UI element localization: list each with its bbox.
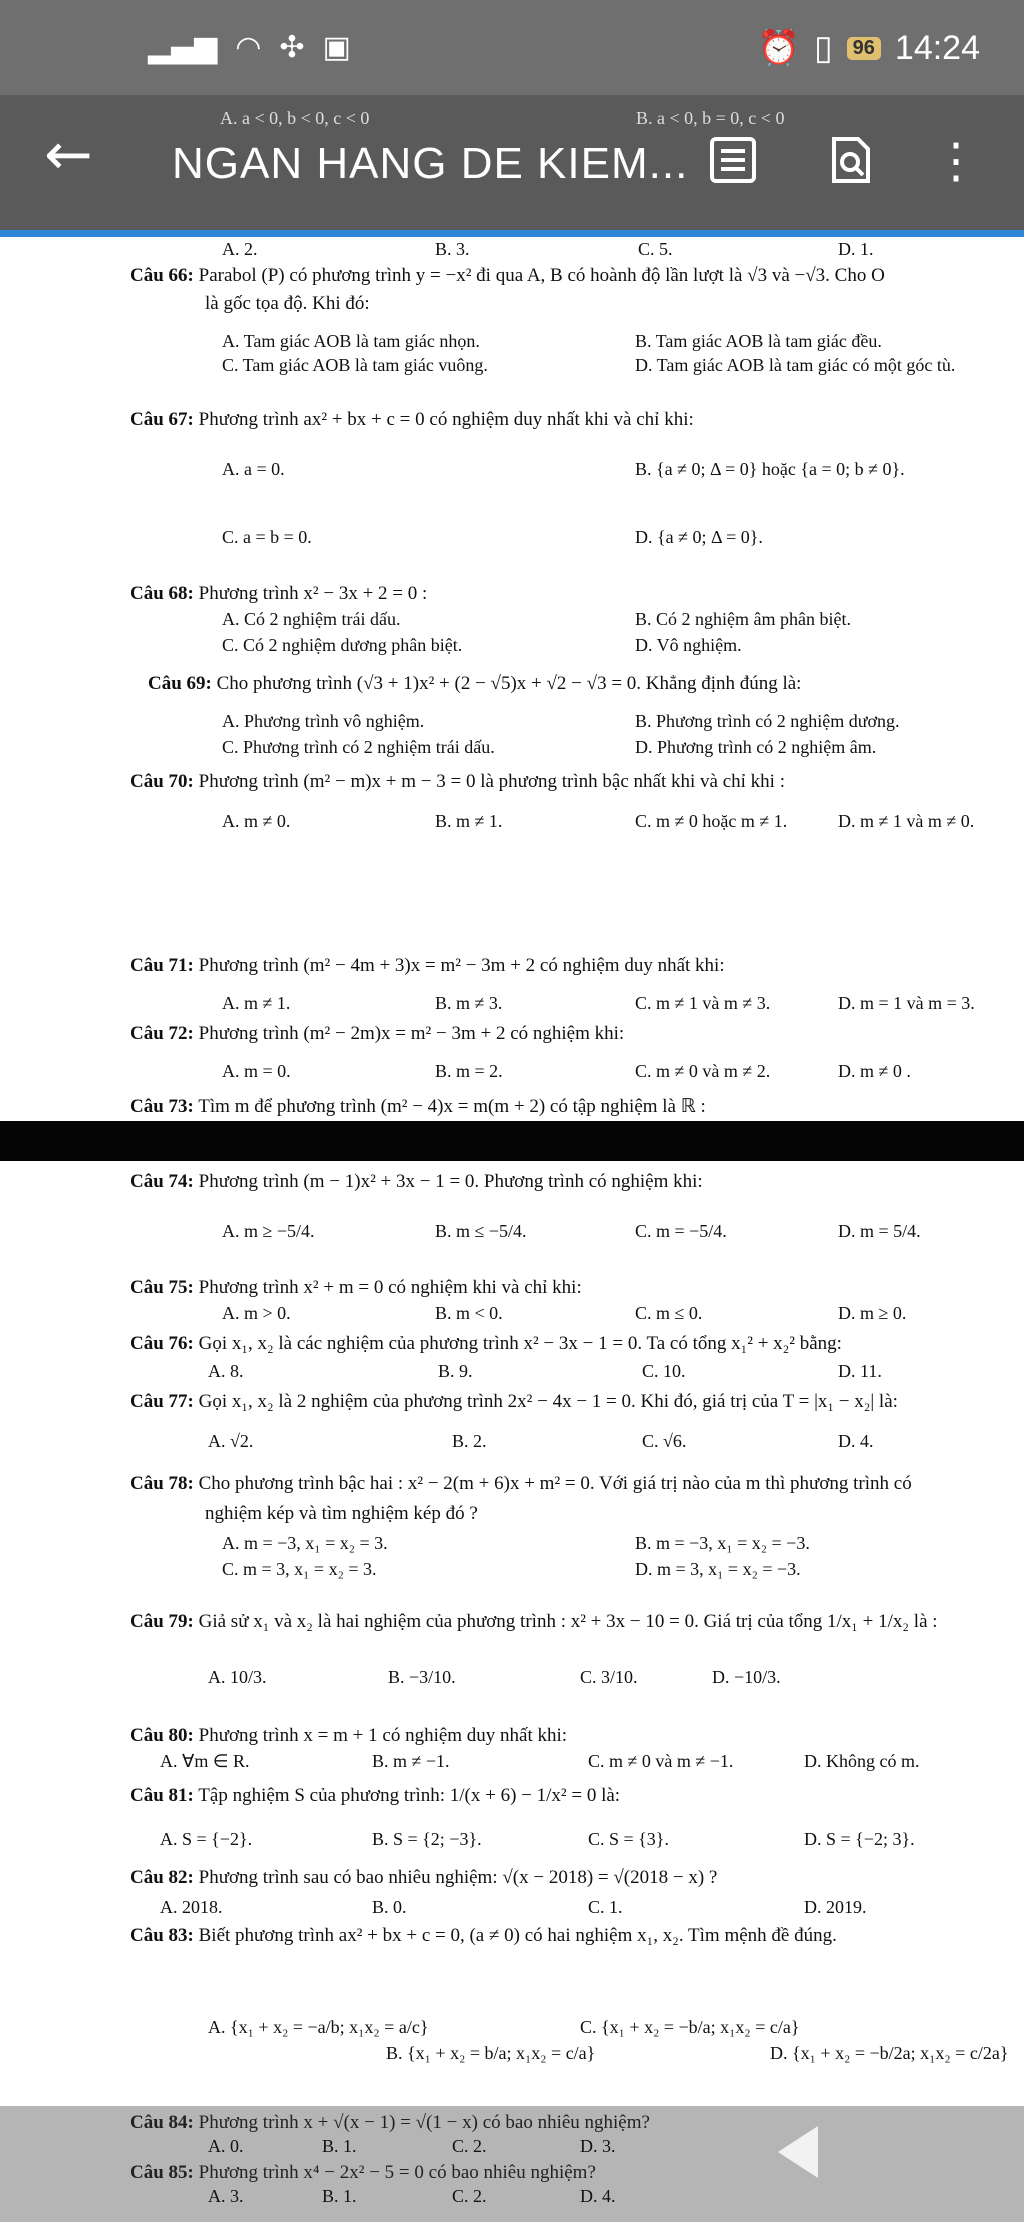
q76-option-c: C. 10. [642, 1361, 686, 1381]
q65-option-c: C. 5. [638, 239, 673, 259]
q69-option-a: A. Phương trình vô nghiệm. [222, 711, 425, 731]
q82-option-b: B. 0. [372, 1897, 407, 1917]
signal-icon: ▂▄▆ [148, 30, 218, 65]
q69-option-c: C. Phương trình có 2 nghiệm trái dấu. [222, 737, 495, 757]
q76-option-d: D. 11. [838, 1361, 882, 1381]
q71-option-c: C. m ≠ 1 và m ≠ 3. [635, 993, 771, 1013]
q70-option-b: B. m ≠ 1. [435, 811, 503, 831]
question-70: Câu 70: Phương trình (m² − m)x + m − 3 = 0 là phương trình bậc nhất khi và chỉ khi : [130, 771, 785, 792]
q68-option-a: A. Có 2 nghiệm trái dấu. [222, 609, 401, 629]
question-72: Câu 72: Phương trình (m² − 2m)x = m² − 3m + 2 có nghiệm khi: [130, 1023, 625, 1044]
q77-option-c: C. √6. [642, 1431, 687, 1451]
question-83: Câu 83: Biết phương trình ax² + bx + c = 0, (a ≠ 0) có hai nghiệm x₁, x₂. Tìm mệnh đề đúng. [130, 1925, 837, 1946]
q72-option-c: C. m ≠ 0 và m ≠ 2. [635, 1061, 771, 1081]
q66-option-d: D. Tam giác AOB là tam giác có một góc tù. [635, 355, 956, 375]
q72-option-b: B. m = 2. [435, 1061, 503, 1081]
q83-option-a: A. {x₁ + x₂ = −a/b; x₁x₂ = a/c} [208, 2017, 429, 2037]
q80-option-c: C. m ≠ 0 và m ≠ −1. [588, 1751, 734, 1771]
q75-option-d: D. m ≥ 0. [838, 1303, 907, 1323]
question-76: Câu 76: Gọi x₁, x₂ là các nghiệm của phương trình x² − 3x − 1 = 0. Ta có tổng x₁² + x₂² bằng: [130, 1333, 842, 1354]
wifi-icon: ◠ [235, 30, 262, 65]
fragment-option-left: A. a < 0, b < 0, c < 0 [220, 108, 370, 128]
q69-option-d: D. Phương trình có 2 nghiệm âm. [635, 737, 877, 757]
question-85: Câu 85: Phương trình x⁴ − 2x² − 5 = 0 có bao nhiêu nghiệm? [130, 2162, 596, 2183]
more-options-icon[interactable]: ⋮ [932, 133, 980, 189]
navigation-bar [0, 2106, 1024, 2222]
q84-option-d: D. 3. [580, 2136, 616, 2156]
q78-option-c: C. m = 3, x₁ = x₂ = 3. [222, 1559, 377, 1579]
q74-option-a: A. m ≥ −5/4. [222, 1221, 315, 1241]
q66-option-b: B. Tam giác AOB là tam giác đều. [635, 331, 882, 351]
q68-option-c: C. Có 2 nghiệm dương phân biệt. [222, 635, 463, 655]
back-arrow-icon[interactable]: ← [44, 120, 93, 188]
q66-option-a: A. Tam giác AOB là tam giác nhọn. [222, 331, 480, 351]
q78-option-a: A. m = −3, x₁ = x₂ = 3. [222, 1533, 388, 1553]
q71-option-d: D. m = 1 và m = 3. [838, 993, 975, 1013]
q84-option-c: C. 2. [452, 2136, 487, 2156]
q80-option-a: A. ∀m ∈ R. [160, 1751, 250, 1771]
q74-option-d: D. m = 5/4. [838, 1221, 921, 1241]
q82-option-c: C. 1. [588, 1897, 623, 1917]
q77-option-b: B. 2. [452, 1431, 487, 1451]
q83-option-b: B. {x₁ + x₂ = b/a; x₁x₂ = c/a} [386, 2043, 596, 2063]
q69-option-b: B. Phương trình có 2 nghiệm dương. [635, 711, 900, 731]
q77-option-d: D. 4. [838, 1431, 874, 1451]
q72-option-a: A. m = 0. [222, 1061, 291, 1081]
q83-option-d: D. {x₁ + x₂ = −b/2a; x₁x₂ = c/2a} [770, 2043, 1009, 2063]
q70-option-d: D. m ≠ 1 và m ≠ 0. [838, 811, 975, 831]
fan-icon: ✣ [279, 30, 305, 65]
page-break [0, 1121, 1024, 1161]
question-73: Câu 73: Tìm m để phương trình (m² − 4)x = m(m + 2) có tập nghiệm là ℝ : [130, 1096, 706, 1117]
q67-option-b: B. {a ≠ 0; Δ = 0} hoặc {a = 0; b ≠ 0}. [635, 459, 905, 479]
q84-option-b: B. 1. [322, 2136, 357, 2156]
question-75: Câu 75: Phương trình x² + m = 0 có nghiệm khi và chỉ khi: [130, 1277, 582, 1298]
progress-line [0, 230, 1024, 237]
question-66: Câu 66: Parabol (P) có phương trình y = −x² đi qua A, B có hoành độ lần lượt là √3 và −√3. Cho O [130, 265, 885, 286]
q85-option-a: A. 3. [208, 2186, 244, 2206]
document-view[interactable] [0, 237, 1024, 2106]
question-79: Câu 79: Giả sử x₁ và x₂ là hai nghiệm của phương trình : x² + 3x − 10 = 0. Giá trị của tổng 1/x₁ + 1/x₂ là : [130, 1611, 938, 1632]
status-bar [0, 0, 1024, 95]
question-74: Câu 74: Phương trình (m − 1)x² + 3x − 1 = 0. Phương trình có nghiệm khi: [130, 1171, 703, 1192]
q85-option-c: C. 2. [452, 2186, 487, 2206]
q81-option-b: B. S = {2; −3}. [372, 1829, 482, 1849]
q75-option-a: A. m > 0. [222, 1303, 291, 1323]
document-title: NGAN HANG DE KIEM... [172, 139, 689, 188]
q65-option-a: A. 2. [222, 239, 258, 259]
question-77: Câu 77: Gọi x₁, x₂ là 2 nghiệm của phương trình 2x² − 4x − 1 = 0. Khi đó, giá trị của T = |x₁ − x₂| là: [130, 1391, 898, 1412]
battery-level: 96 [847, 37, 881, 60]
q85-option-b: B. 1. [322, 2186, 357, 2206]
question-84: Câu 84: Phương trình x + √(x − 1) = √(1 − x) có bao nhiêu nghiệm? [130, 2112, 650, 2133]
question-78-cont: nghiệm kép và tìm nghiệm kép đó ? [205, 1503, 478, 1524]
q80-option-d: D. Không có m. [804, 1751, 920, 1771]
q80-option-b: B. m ≠ −1. [372, 1751, 450, 1771]
outline-icon[interactable] [708, 135, 758, 185]
question-67: Câu 67: Phương trình ax² + bx + c = 0 có nghiệm duy nhất khi và chỉ khi: [130, 409, 694, 430]
q75-option-b: B. m < 0. [435, 1303, 503, 1323]
q81-option-d: D. S = {−2; 3}. [804, 1829, 915, 1849]
alarm-icon: ⏰ [757, 29, 800, 67]
question-66-cont: là gốc tọa độ. Khi đó: [205, 293, 370, 314]
question-69: Câu 69: Cho phương trình (√3 + 1)x² + (2 − √5)x + √2 − √3 = 0. Khẳng định đúng là: [148, 673, 802, 694]
question-71: Câu 71: Phương trình (m² − 4m + 3)x = m² − 3m + 2 có nghiệm duy nhất khi: [130, 955, 725, 976]
question-80: Câu 80: Phương trình x = m + 1 có nghiệm duy nhất khi: [130, 1725, 568, 1746]
q65-option-d: D. 1. [838, 239, 874, 259]
question-81: Câu 81: Tập nghiệm S của phương trình: 1/(x + 6) − 1/x² = 0 là: [130, 1785, 621, 1806]
question-78: Câu 78: Cho phương trình bậc hai : x² − 2(m + 6)x + m² = 0. Với giá trị nào của m thì phương trình có [130, 1473, 912, 1494]
q71-option-a: A. m ≠ 1. [222, 993, 291, 1013]
q78-option-b: B. m = −3, x₁ = x₂ = −3. [635, 1533, 810, 1553]
q76-option-b: B. 9. [438, 1361, 473, 1381]
q75-option-c: C. m ≤ 0. [635, 1303, 703, 1323]
q67-option-d: D. {a ≠ 0; Δ = 0}. [635, 527, 763, 547]
q84-option-a: A. 0. [208, 2136, 244, 2156]
clock: 14:24 [894, 28, 980, 67]
q70-option-c: C. m ≠ 0 hoặc m ≠ 1. [635, 811, 788, 831]
q68-option-d: D. Vô nghiệm. [635, 635, 742, 655]
vibrate-icon: ▯ [813, 29, 833, 67]
q67-option-c: C. a = b = 0. [222, 527, 312, 547]
app-toolbar [0, 95, 1024, 230]
q74-option-c: C. m = −5/4. [635, 1221, 727, 1241]
q74-option-b: B. m ≤ −5/4. [435, 1221, 527, 1241]
search-document-icon[interactable] [826, 135, 876, 185]
q83-option-c: C. {x₁ + x₂ = −b/a; x₁x₂ = c/a} [580, 2017, 800, 2037]
q71-option-b: B. m ≠ 3. [435, 993, 503, 1013]
question-82: Câu 82: Phương trình sau có bao nhiêu nghiệm: √(x − 2018) = √(2018 − x) ? [130, 1867, 718, 1888]
fragment-option-right: B. a < 0, b = 0, c < 0 [636, 108, 785, 128]
q81-option-c: C. S = {3}. [588, 1829, 669, 1849]
q77-option-a: A. √2. [208, 1431, 254, 1451]
q66-option-c: C. Tam giác AOB là tam giác vuông. [222, 355, 488, 375]
q76-option-a: A. 8. [208, 1361, 244, 1381]
q79-option-d: D. −10/3. [712, 1667, 781, 1687]
q68-option-b: B. Có 2 nghiệm âm phân biệt. [635, 609, 851, 629]
q70-option-a: A. m ≠ 0. [222, 811, 291, 831]
q67-option-a: A. a = 0. [222, 459, 285, 479]
nav-back-icon[interactable] [778, 2126, 818, 2178]
q79-option-c: C. 3/10. [580, 1667, 638, 1687]
q81-option-a: A. S = {−2}. [160, 1829, 253, 1849]
q82-option-a: A. 2018. [160, 1897, 223, 1917]
q79-option-a: A. 10/3. [208, 1667, 267, 1687]
image-icon: ▣ [322, 30, 351, 65]
q78-option-d: D. m = 3, x₁ = x₂ = −3. [635, 1559, 801, 1579]
question-68: Câu 68: Phương trình x² − 3x + 2 = 0 : [130, 583, 428, 604]
q85-option-d: D. 4. [580, 2186, 616, 2206]
q82-option-d: D. 2019. [804, 1897, 867, 1917]
q79-option-b: B. −3/10. [388, 1667, 456, 1687]
q65-option-b: B. 3. [435, 239, 470, 259]
q72-option-d: D. m ≠ 0 . [838, 1061, 911, 1081]
